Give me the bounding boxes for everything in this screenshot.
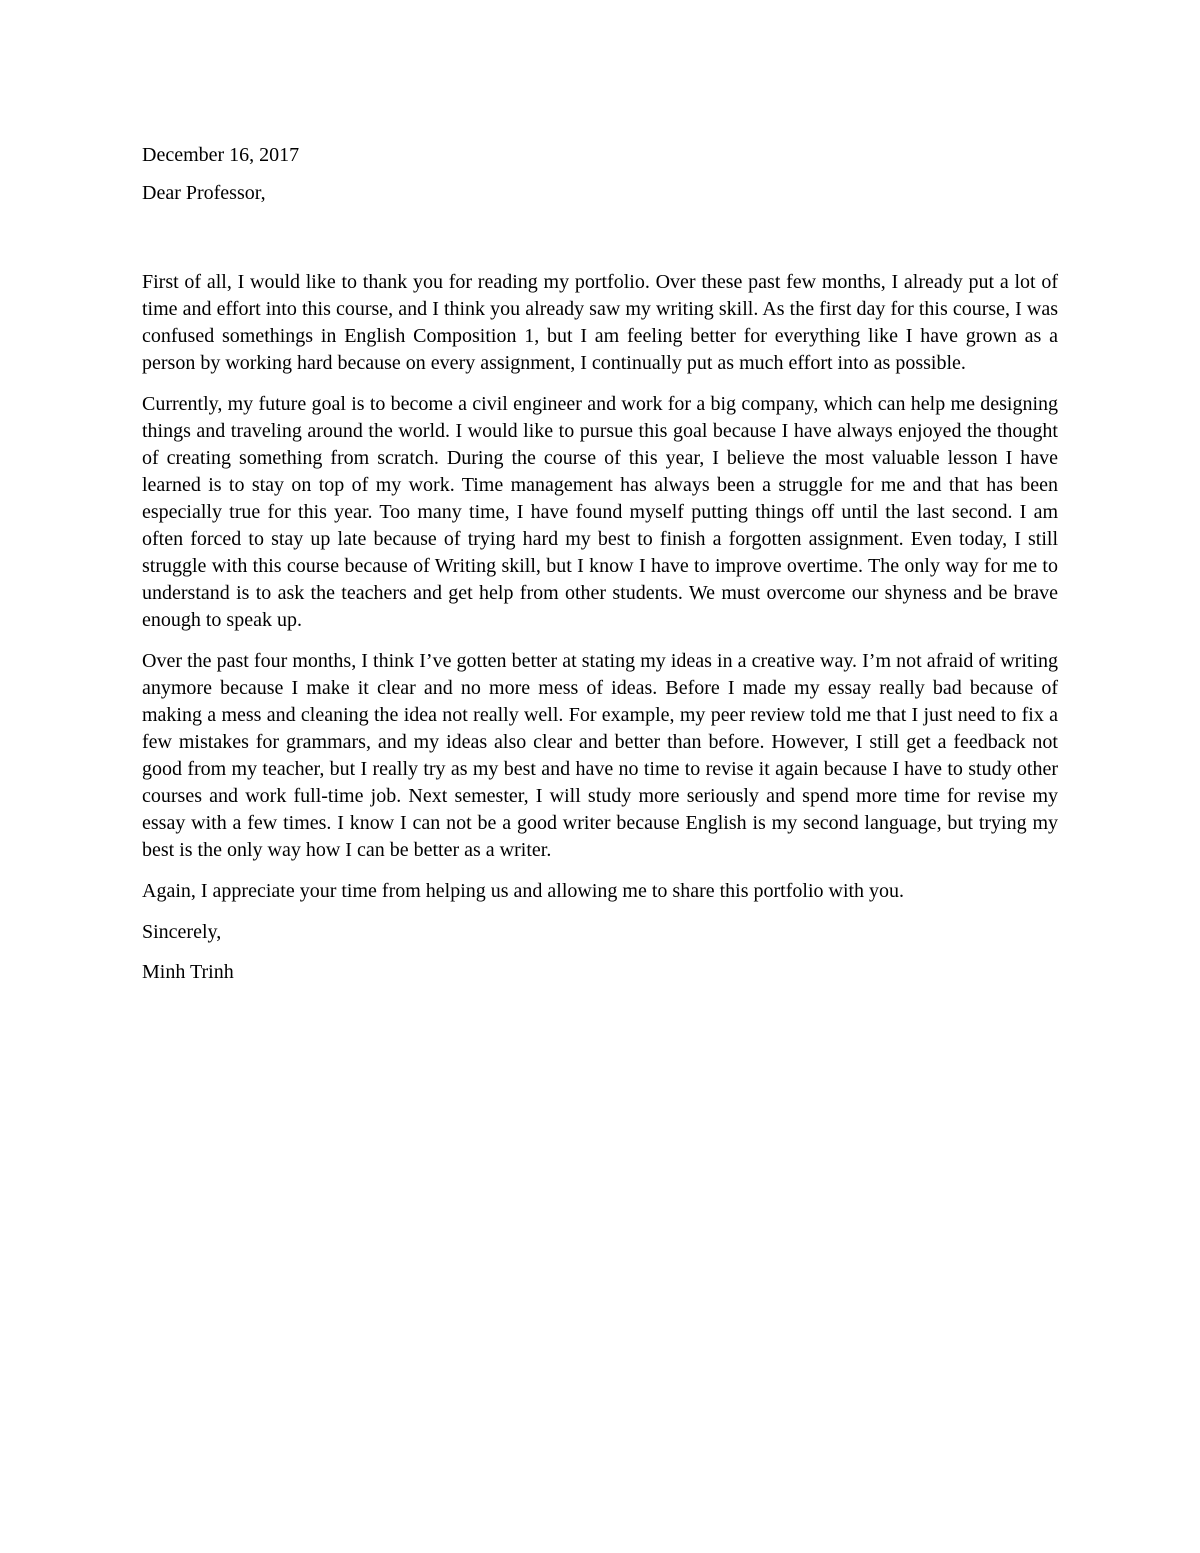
paragraph-thanks: Again, I appreciate your time from helping us and allowing me to share this portfolio with you. [142,880,905,902]
paragraph-intro: First of all, I would like to thank you for reading my portfolio. Over these past few months, I already put a lot of time and effort into this course, and I think you already saw my writing skill. As the first day for this course, I was confused somethings in English Composition 1, but I am feeling better for everything like I have grown as a person by working hard because on every assignment, I continually put as much effort into as possible. [142,271,1058,374]
letter-signature: Minh Trinh [142,961,234,983]
paragraph-progress: Over the past four months, I think I’ve gotten better at stating my ideas in a creative way. I’m not afraid of writing anymore because I make it clear and no more mess of ideas. Before I made my essay really bad because of making a mess and cleaning the idea not really well. For example, my peer review told me that I just need to fix a few mistakes for grammars, and my ideas also clear and better than before. However, I still get a feedback not good from my teacher, but I really try as my best and have no time to revise it again because I have to study other courses and work full-time job. Next semester, I will study more seriously and spend more time for revise my essay with a few times. I know I can not be a good writer because English is my second language, but trying my best is the only way how I can be better as a writer. [142,650,1058,861]
paragraph-goals: Currently, my future goal is to become a civil engineer and work for a big company, which can help me designing things and traveling around the world. I would like to pursue this goal because I have always enjoyed the thought of creating something from scratch. During the course of this year, I believe the most valuable lesson I have learned is to stay on top of my work. Time management has always been a struggle for me and that has been especially true for this year. Too many time, I have found myself putting things off until the last second. I am often forced to stay up late because of trying hard my best to finish a forgotten assignment. Even today, I still struggle with this course because of Writing skill, but I know I have to improve overtime. The only way for me to understand is to ask the teachers and get help from other students. We must overcome our shyness and be brave enough to speak up. [142,393,1058,631]
letter-salutation: Dear Professor, [142,182,266,204]
letter-closing: Sincerely, [142,921,222,943]
letter-date: December 16, 2017 [142,144,300,166]
letter-body [142,142,1058,986]
